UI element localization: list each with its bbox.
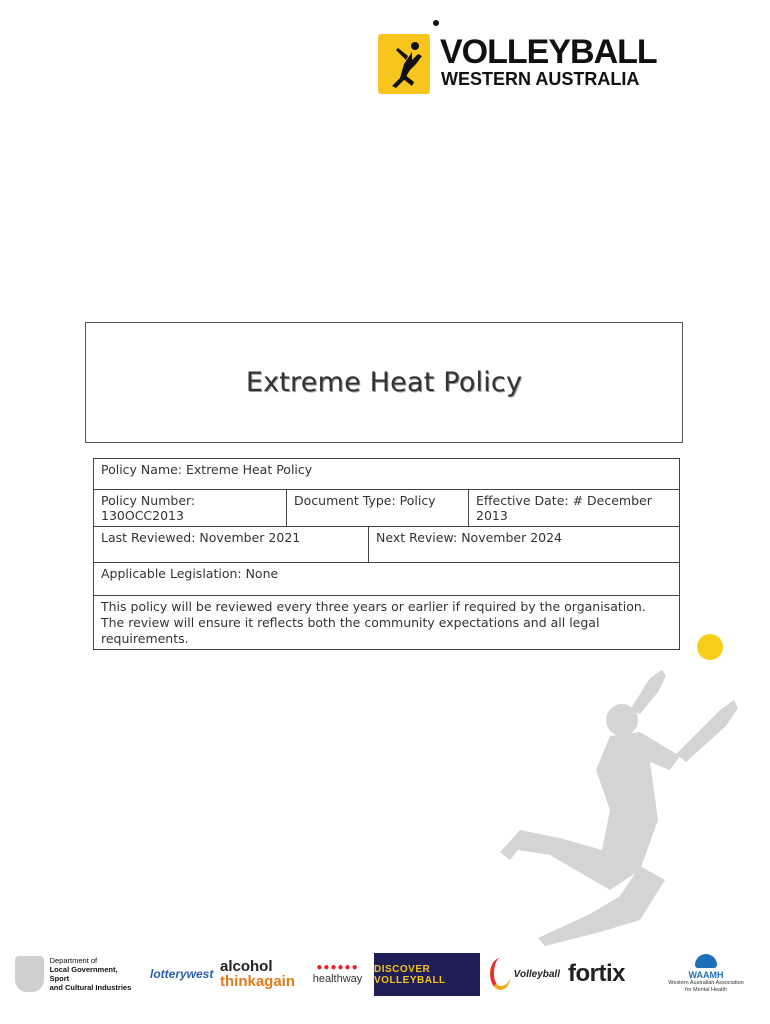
- legislation-cell: Applicable Legislation: None: [101, 566, 279, 581]
- effective-date-cell: Effective Date: # December 2013: [468, 490, 679, 526]
- waamh-subtitle: Western Australian Association for Mental Health: [668, 980, 744, 993]
- va-swoosh-icon: [490, 958, 511, 990]
- dlgsc-line3: and Cultural Industries: [49, 983, 132, 992]
- logo-player-icon: [378, 34, 430, 94]
- volleyball-wa-logo: [378, 20, 678, 100]
- review-note-cell: This policy will be reviewed every three years or earlier if required by the organisation. The review will ensure it reflects both the community expectations and all legal requirements.: [101, 599, 646, 646]
- dlgsc-line2: Local Government, Sport: [49, 965, 118, 983]
- waamh-logo: [666, 948, 746, 1000]
- next-review-cell: Next Review: November 2024: [368, 527, 679, 562]
- table-row: [94, 527, 679, 563]
- waamh-drop-icon: [695, 954, 717, 968]
- table-row: [94, 490, 679, 527]
- logo-title: VOLLEYBALL: [440, 33, 657, 71]
- table-row: [94, 563, 679, 596]
- healthway-logo: [305, 948, 370, 1000]
- healthway-dots-icon: ●●●●●●: [316, 962, 359, 973]
- dlgsc-logo: [15, 948, 135, 1000]
- last-reviewed-cell: Last Reviewed: November 2021: [101, 530, 301, 545]
- healthway-text: healthway: [312, 973, 363, 985]
- title-box: [85, 322, 683, 443]
- volleyball-australia-text: Volleyball: [513, 968, 560, 980]
- volleyball-australia-logo: [490, 948, 560, 1000]
- wa-crest-icon: [15, 956, 44, 992]
- waamh-text: WAAMH: [688, 970, 724, 980]
- player-silhouette-icon: [490, 670, 760, 950]
- document-title: Extreme Heat Policy: [245, 367, 523, 398]
- think-again-text: thinkagain: [220, 973, 296, 990]
- policy-name-cell: Policy Name: Extreme Heat Policy: [101, 462, 313, 477]
- document-type-cell: Document Type: Policy: [286, 490, 468, 526]
- fortix-logo: fortix: [568, 960, 625, 987]
- policy-number-cell: Policy Number: 130OCC2013: [101, 493, 196, 523]
- dlgsc-line1: Department of: [49, 956, 98, 965]
- volleyball-ball-icon: [697, 634, 723, 660]
- logo-dot: [433, 20, 439, 26]
- lotterywest-logo: lotterywest: [150, 967, 214, 981]
- table-row: [94, 459, 679, 490]
- table-row: [94, 596, 679, 649]
- alcohol-text: alcohol: [220, 958, 273, 975]
- discover-volleyball-logo: DISCOVER VOLLEYBALL: [374, 953, 480, 996]
- alcohol-think-again-logo: [220, 948, 300, 1000]
- policy-info-table: [93, 458, 680, 650]
- sponsor-logos: [0, 948, 770, 1008]
- logo-subtitle: WESTERN AUSTRALIA: [441, 69, 640, 89]
